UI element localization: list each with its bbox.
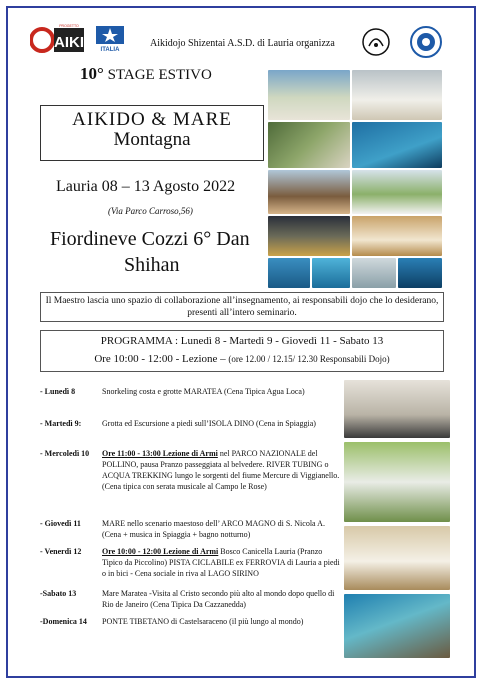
- programma-hours-main: Ore 10:00 - 12:00 - Lezione –: [94, 353, 226, 365]
- stella-italia-logo: [96, 26, 124, 52]
- programma-hours-note: (ore 12.00 / 12.15/ 12.30 Responsabili Dojo): [228, 354, 390, 364]
- photo-snorkel: [312, 258, 350, 288]
- schedule-desc: [102, 546, 340, 579]
- title-line1: AIKIDO & MARE: [72, 109, 232, 130]
- schedule-text: MARE nello scenario maestoso dell’ ARCO MAGNO di S. Nicola A. (Cena + musica in Spiaggia + bagno notturno): [102, 519, 325, 539]
- photo-collage: [268, 70, 442, 288]
- photo-underwater: [268, 258, 310, 288]
- schedule-text: Bosco Canicella Lauria (Pranzo Tipico da Piccolino) PISTA CICLABILE ex FERROVIA di Lauria a piedi o in bici - Cena sociale in riva al LAGO SIRINO: [102, 547, 340, 578]
- schedule-day: -Sabato 13: [40, 589, 77, 598]
- side-photo-column: [344, 380, 450, 660]
- logo1-small-text: PROGETTO: [59, 24, 79, 28]
- schedule-underline: Ore 11:00 - 13:00 Lezione di Armi: [102, 449, 218, 458]
- dojo-seal-logo: [362, 28, 390, 56]
- photo-outdoor-class: [344, 442, 450, 522]
- photo-shore: [352, 258, 396, 288]
- stage-label: STAGE ESTIVO: [107, 67, 212, 83]
- schedule-underline: Ore 10:00 - 12:00 Lezione di Armi: [102, 547, 219, 556]
- photo-sea-rocks: [344, 594, 450, 658]
- photo-sea-cave: [352, 122, 442, 168]
- photo-sunset-sea: [268, 216, 350, 256]
- photo-dojo-class: [352, 216, 442, 256]
- event-address: (Via Parco Carroso,56): [108, 206, 193, 216]
- photo-diving: [398, 258, 442, 288]
- schedule-text: Grotta ed Escursione a piedi sull’ISOLA DINO (Cena in Spiaggia): [102, 419, 316, 428]
- logo1-text: AIKI: [54, 34, 84, 51]
- programma-box: [40, 330, 444, 372]
- master-rank: Shihan: [124, 254, 180, 276]
- schedule-day: - Lunedì 8: [40, 387, 76, 396]
- organizer-text: Aikidojo Shizentai A.S.D. di Lauria organizza: [150, 38, 335, 49]
- stage-number: 10°: [80, 64, 104, 83]
- title-line2: Montagna: [113, 129, 191, 150]
- schedule-day: - Martedì 9:: [40, 419, 82, 428]
- photo-forest-group: [268, 122, 350, 168]
- photo-group-lineup: [352, 70, 442, 120]
- programma-days: PROGRAMMA : Lunedì 8 - Martedì 9 - Giovedì 11 - Sabato 13: [100, 335, 384, 347]
- schedule-text: PONTE TIBETANO di Castelsaraceno (il più lungo al mondo): [102, 617, 304, 626]
- event-dates: Lauria 08 – 13 Agosto 2022: [56, 178, 236, 195]
- schedule-desc: [102, 448, 340, 492]
- schedule-day: -Domenica 14: [40, 617, 87, 626]
- schedule-text: Mare Maratea -Visita al Cristo secondo più alto al mondo dopo quello di Rio de Janeiro (Cena Tipica Da Cazzanedda): [102, 589, 335, 609]
- photo-training-field: [352, 170, 442, 214]
- schedule-day: - Venerdì 12: [40, 547, 82, 556]
- photo-group-beach: [268, 70, 350, 120]
- progetto-aiki-logo: [30, 24, 86, 56]
- stage-heading: [80, 64, 212, 84]
- master-name: Fiordineve Cozzi 6° Dan: [50, 228, 250, 250]
- photo-hall-practice: [344, 526, 450, 590]
- schedule-day: - Mercoledì 10: [40, 449, 90, 458]
- schedule-text: nel PARCO NAZIONALE del POLLINO, pausa Pranzo passeggiata al belvedere. RIVER TUBING o ACQUA TREKKING lungo le sorgenti del fiume Mercure di Viggianello. (Cena tipica con serata musicale al Campo le Rose): [102, 449, 340, 491]
- programma-hours: [41, 353, 443, 365]
- note-box: Il Maestro lascia uno spazio di collaborazione all’insegnamento, ai responsabili dojo che lo desiderano, presenti all’intero seminario.: [40, 292, 444, 322]
- photo-mountain-group: [268, 170, 350, 214]
- photo-dojo-technique: [344, 380, 450, 438]
- title-box: [40, 105, 264, 161]
- logo2-text: ITALIA: [100, 47, 120, 52]
- schedule-day: - Giovedì 11: [40, 519, 81, 528]
- schedule-text: Snorkeling costa e grotte MARATEA (Cena Tipica Agua Loca): [102, 387, 305, 396]
- federation-seal-logo: [410, 26, 442, 58]
